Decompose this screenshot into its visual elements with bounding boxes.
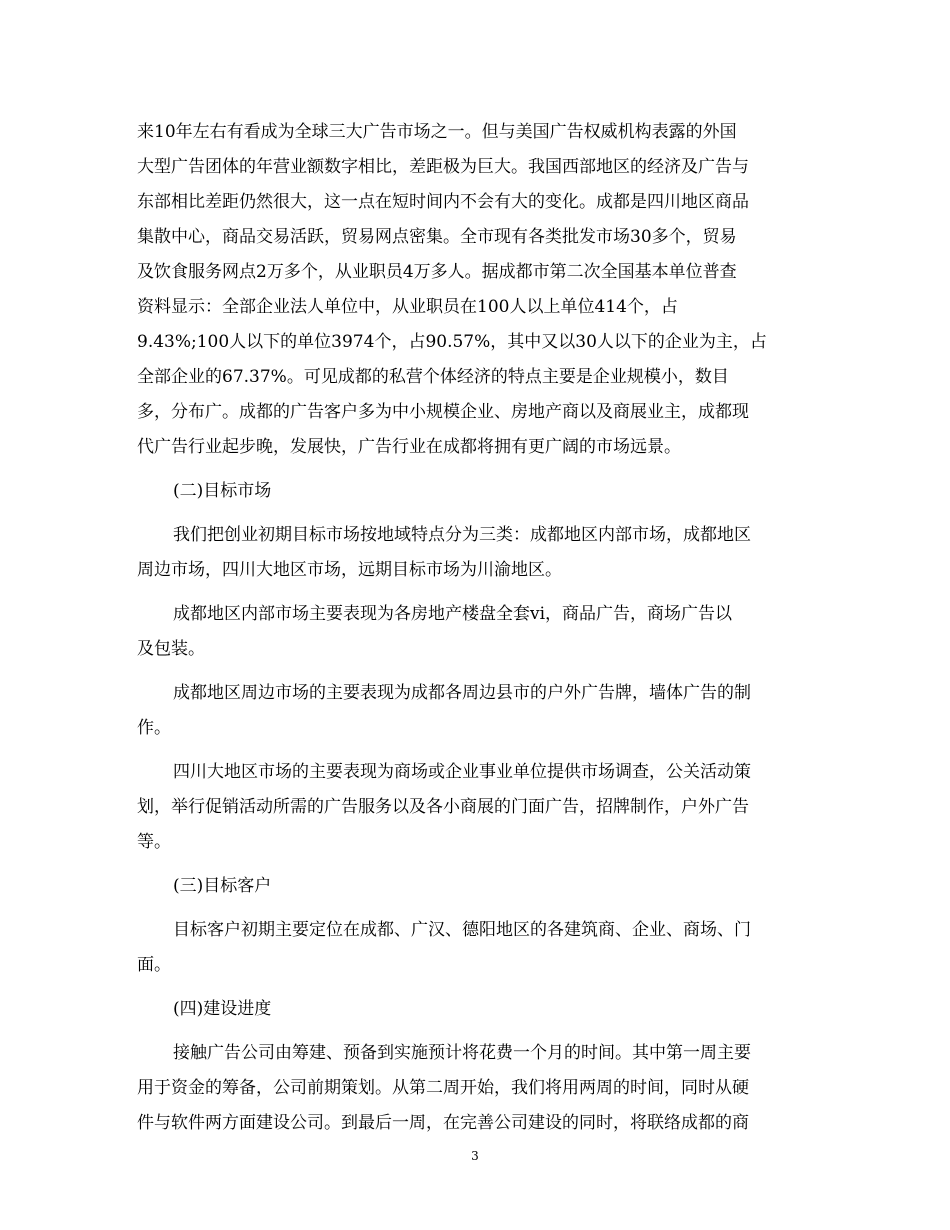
body-text-line: 作。 [137, 718, 171, 738]
paragraph-first-line: 接触广告公司由筹建、预备到实施预计将花费一个月的时间。其中第一周主要 [173, 1043, 751, 1063]
body-text-line: 代广告行业起步晚，发展快，广告行业在成都将拥有更广阔的市场远景。 [137, 437, 681, 457]
body-text-line: 周边市场，四川大地区市场，远期目标市场为川渝地区。 [137, 560, 562, 580]
section-heading: (四)建设进度 [173, 999, 272, 1019]
body-text-line: 东部相比差距仍然很大，这一点在短时间内不会有大的变化。成都是四川地区商品 [137, 192, 749, 212]
body-text-line: 多，分布广。成都的广告客户多为中小规模企业、房地产商以及商展业主，成都现 [137, 402, 749, 422]
body-text-line: 用于资金的筹备，公司前期策划。从第二周开始，我们将用两周的时间，同时从硬 [137, 1078, 749, 1098]
body-text-line: 划，举行促销活动所需的广告服务以及各小商展的门面广告，招牌制作，户外广告 [137, 797, 749, 817]
paragraph-first-line: 四川大地区市场的主要表现为商场或企业事业单位提供市场调查，公关活动策 [173, 762, 751, 782]
body-text-line: 及饮食服务网点2万多个，从业职员4万多人。据成都市第二次全国基本单位普查 [137, 262, 737, 282]
page-number: 3 [471, 1149, 479, 1163]
body-text-line: 集散中心，商品交易活跃，贸易网点密集。全市现有各类批发市场30多个，贸易 [137, 227, 737, 247]
paragraph-first-line: 我们把创业初期目标市场按地域特点分为三类：成都地区内部市场，成都地区 [173, 525, 751, 545]
body-text-line: 来10年左右有看成为全球三大广告市场之一。但与美国广告权威机构表露的外国 [137, 122, 737, 142]
section-heading: (二)目标市场 [173, 481, 272, 501]
body-text-line: 资料显示：全部企业法人单位中，从业职员在100人以上单位414个，占 [137, 297, 678, 317]
body-text-line: 面。 [137, 955, 171, 975]
body-text-line: 9.43%;100人以下的单位3974个，占90.57%，其中又以30人以下的企业为主，占 [137, 332, 767, 352]
paragraph-first-line: 目标客户初期主要定位在成都、广汉、德阳地区的各建筑商、企业、商场、门 [173, 920, 751, 940]
paragraph-first-line: 成都地区周边市场的主要表现为成都各周边县市的户外广告牌，墙体广告的制 [173, 683, 751, 703]
body-text-line: 全部企业的67.37%。可见成都的私营个体经济的特点主要是企业规模小，数目 [137, 367, 729, 387]
body-text-line: 大型广告团体的年营业额数字相比，差距极为巨大。我国西部地区的经济及广告与 [137, 157, 749, 177]
paragraph-first-line: 成都地区内部市场主要表现为各房地产楼盘全套vi，商品广告，商场广告以 [173, 604, 733, 624]
section-heading: (三)目标客户 [173, 876, 272, 896]
body-text-line: 等。 [137, 832, 171, 852]
body-text-line: 件与软件两方面建设公司。到最后一周，在完善公司建设的同时，将联络成都的商 [137, 1113, 749, 1133]
body-text-line: 及包装。 [137, 639, 205, 659]
